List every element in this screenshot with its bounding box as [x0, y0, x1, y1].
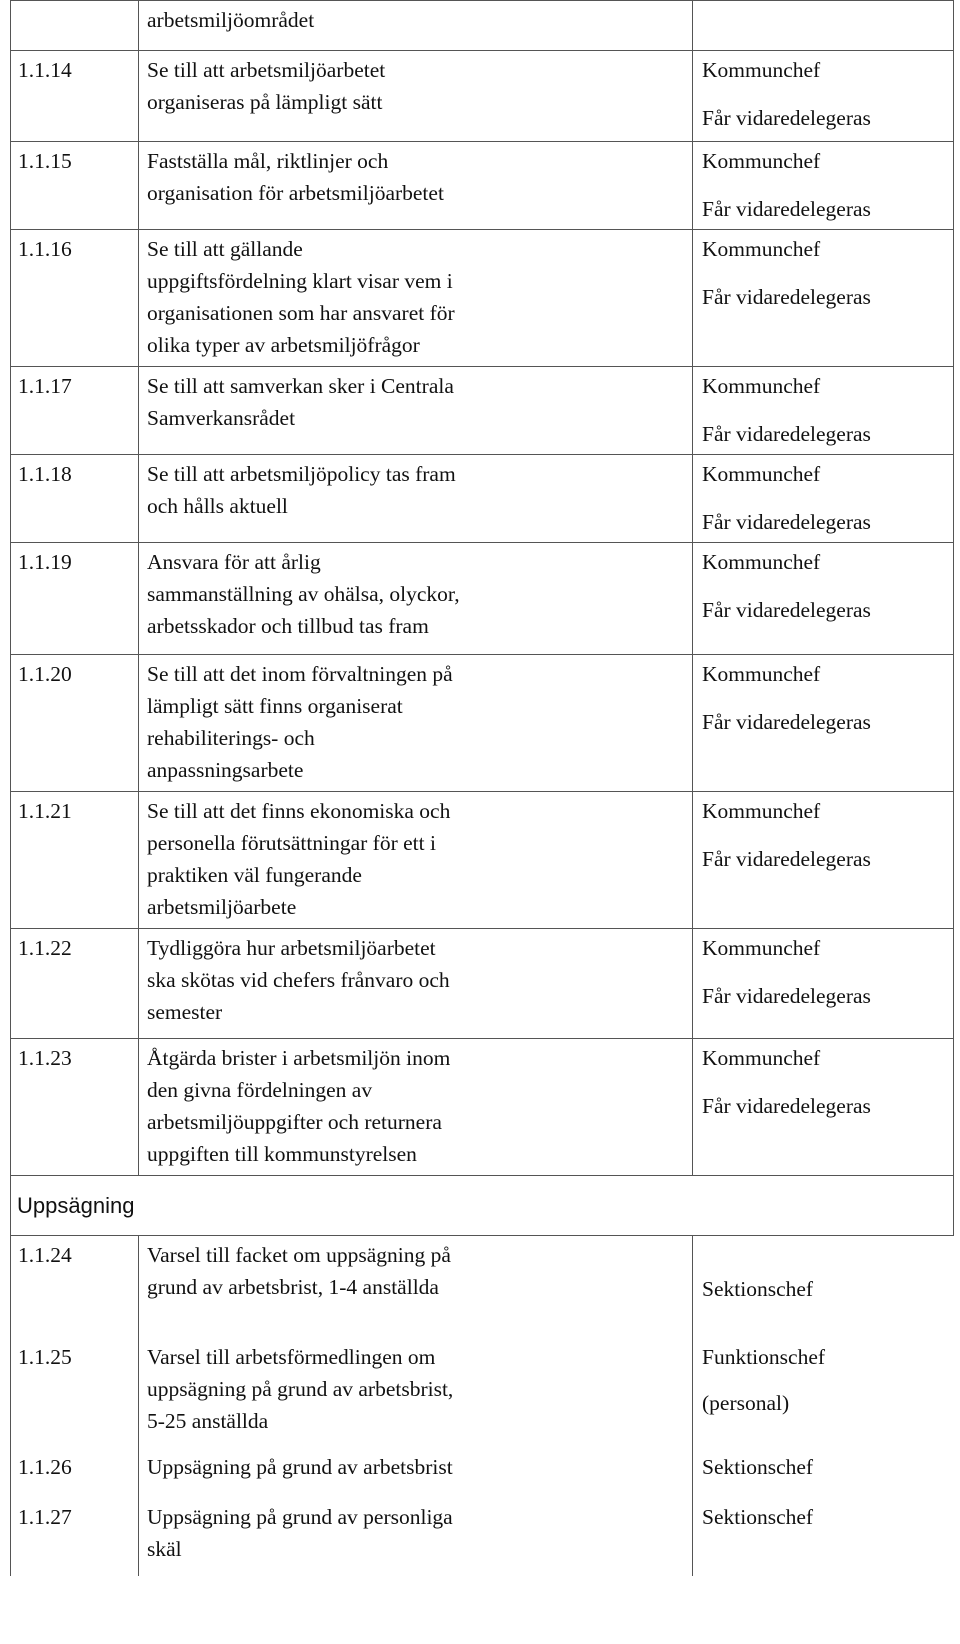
- description-line: Samverkansrådet: [147, 406, 296, 430]
- responsible-role: Sektionschef: [702, 1454, 814, 1479]
- description-line: Uppsägning på grund av personliga: [147, 1504, 453, 1529]
- table-row: [11, 655, 954, 792]
- delegation-note: Får vidaredelegeras: [702, 847, 871, 871]
- row-number: 1.1.24: [11, 1236, 139, 1338]
- row-responsible: [693, 455, 954, 543]
- row-number: 1.1.14: [11, 51, 139, 142]
- responsible-role: Kommunchef: [702, 58, 821, 82]
- row-number: 1.1.17: [11, 367, 139, 455]
- table-row: [11, 929, 954, 1039]
- description-line: skäl: [147, 1536, 182, 1561]
- delegation-table: [10, 0, 954, 1576]
- row-description: [139, 792, 693, 929]
- description-line: den givna fördelningen av: [147, 1078, 373, 1102]
- description-line: Tydliggöra hur arbetsmiljöarbetet: [147, 936, 436, 960]
- delegation-note: Får vidaredelegeras: [702, 984, 871, 1008]
- row-number: 1.1.19: [11, 543, 139, 655]
- row-number: 1.1.16: [11, 230, 139, 367]
- description-line: Se till att arbetsmiljöarbetet: [147, 58, 386, 82]
- description-line: lämpligt sätt finns organiserat: [147, 694, 403, 718]
- description-line: personella förutsättningar för ett i: [147, 831, 436, 855]
- row-description: [139, 543, 693, 655]
- resp-cell: [693, 1, 954, 51]
- table-row: [11, 1448, 954, 1498]
- responsible-role: Kommunchef: [702, 799, 821, 823]
- table-row: [11, 1338, 954, 1448]
- row-description: [139, 455, 693, 543]
- description-line: organisation för arbetsmiljöarbetet: [147, 181, 444, 205]
- row-description: [139, 1236, 693, 1338]
- description-line: organisationen som har ansvaret för: [147, 301, 455, 325]
- responsible-role: Kommunchef: [702, 936, 821, 960]
- fragment-text: arbetsmiljöområdet: [147, 8, 315, 32]
- delegation-note: Får vidaredelegeras: [702, 106, 871, 130]
- description-line: Se till att det finns ekonomiska och: [147, 799, 451, 823]
- table-row: [11, 367, 954, 455]
- row-responsible: [693, 792, 954, 929]
- description-line: uppgiften till kommunstyrelsen: [147, 1142, 417, 1166]
- responsible-role: Kommunchef: [702, 1046, 821, 1070]
- description-line: Se till att arbetsmiljöpolicy tas fram: [147, 462, 456, 486]
- description-line: arbetsmiljöuppgifter och returnera: [147, 1110, 442, 1134]
- delegation-note: Får vidaredelegeras: [702, 1094, 871, 1118]
- row-number: 1.1.18: [11, 455, 139, 543]
- delegation-note: Får vidaredelegeras: [702, 197, 871, 221]
- row-responsible: [693, 543, 954, 655]
- description-line: Åtgärda brister i arbetsmiljön inom: [147, 1046, 451, 1070]
- delegation-note: Får vidaredelegeras: [702, 710, 871, 734]
- responsible-role: Kommunchef: [702, 374, 821, 398]
- row-number: 1.1.26: [11, 1448, 139, 1498]
- responsible-role: Kommunchef: [702, 237, 821, 261]
- responsible-role: (personal): [702, 1390, 790, 1415]
- row-description: [139, 142, 693, 230]
- responsible-role: Kommunchef: [702, 662, 821, 686]
- description-line: 5-25 anställda: [147, 1408, 269, 1433]
- table-row-fragment: [11, 1, 954, 51]
- description-line: Se till att samverkan sker i Centrala: [147, 374, 454, 398]
- row-responsible: [693, 1448, 954, 1498]
- table-row: [11, 792, 954, 929]
- row-responsible: [693, 1338, 954, 1448]
- row-description: [139, 367, 693, 455]
- row-number: 1.1.27: [11, 1498, 139, 1576]
- row-responsible: [693, 230, 954, 367]
- row-description: [139, 1338, 693, 1448]
- description-line: arbetsskador och tillbud tas fram: [147, 614, 429, 638]
- row-responsible: [693, 655, 954, 792]
- delegation-note: Får vidaredelegeras: [702, 285, 871, 309]
- description-line: arbetsmiljöarbete: [147, 895, 297, 919]
- responsible-role: Funktionschef: [702, 1344, 826, 1369]
- description-line: sammanställning av ohälsa, olyckor,: [147, 582, 460, 606]
- description-line: Se till att det inom förvaltningen på: [147, 662, 453, 686]
- section-row: [11, 1176, 954, 1236]
- responsible-role: Kommunchef: [702, 550, 821, 574]
- row-description: [139, 51, 693, 142]
- num-cell: [11, 1, 139, 51]
- row-responsible: [693, 51, 954, 142]
- responsible-role: Sektionschef: [702, 1277, 814, 1301]
- description-line: Uppsägning på grund av arbetsbrist: [147, 1454, 453, 1479]
- description-line: Se till att gällande: [147, 237, 303, 261]
- row-description: [139, 1448, 693, 1498]
- description-line: Varsel till facket om uppsägning på: [147, 1243, 451, 1267]
- description-line: ska skötas vid chefers frånvaro och: [147, 968, 450, 992]
- row-responsible: [693, 367, 954, 455]
- row-responsible: [693, 142, 954, 230]
- description-line: anpassningsarbete: [147, 758, 304, 782]
- row-number: 1.1.23: [11, 1039, 139, 1176]
- table-row: [11, 455, 954, 543]
- description-line: rehabiliterings- och: [147, 726, 315, 750]
- description-line: praktiken väl fungerande: [147, 863, 362, 887]
- desc-cell: [139, 1, 693, 51]
- description-line: Ansvara för att årlig: [147, 550, 321, 574]
- row-number: 1.1.15: [11, 142, 139, 230]
- responsible-role: Kommunchef: [702, 149, 821, 173]
- responsible-role: Sektionschef: [702, 1504, 814, 1529]
- row-description: [139, 230, 693, 367]
- table-row: [11, 1039, 954, 1176]
- description-line: grund av arbetsbrist, 1-4 anställda: [147, 1275, 439, 1299]
- responsible-role: Kommunchef: [702, 462, 821, 486]
- description-line: uppsägning på grund av arbetsbrist,: [147, 1376, 454, 1401]
- row-responsible: [693, 1498, 954, 1576]
- row-number: 1.1.21: [11, 792, 139, 929]
- row-number: 1.1.25: [11, 1338, 139, 1448]
- description-line: organiseras på lämpligt sätt: [147, 90, 383, 114]
- row-description: [139, 1498, 693, 1576]
- row-description: [139, 1039, 693, 1176]
- section-heading-cell: [11, 1176, 954, 1236]
- table-row: [11, 1236, 954, 1338]
- section-heading: Uppsägning: [17, 1193, 135, 1218]
- row-number: 1.1.22: [11, 929, 139, 1039]
- description-line: olika typer av arbetsmiljöfrågor: [147, 333, 420, 357]
- row-responsible: [693, 1039, 954, 1176]
- row-number: 1.1.20: [11, 655, 139, 792]
- delegation-note: Får vidaredelegeras: [702, 510, 871, 534]
- description-line: uppgiftsfördelning klart visar vem i: [147, 269, 453, 293]
- row-description: [139, 929, 693, 1039]
- description-line: semester: [147, 1000, 223, 1024]
- table-row: [11, 142, 954, 230]
- table-row: [11, 51, 954, 142]
- table-row: [11, 543, 954, 655]
- row-description: [139, 655, 693, 792]
- table-row: [11, 230, 954, 367]
- delegation-note: Får vidaredelegeras: [702, 598, 871, 622]
- row-responsible: [693, 929, 954, 1039]
- delegation-note: Får vidaredelegeras: [702, 422, 871, 446]
- description-line: Fastställa mål, riktlinjer och: [147, 149, 389, 173]
- description-line: och hålls aktuell: [147, 494, 288, 518]
- description-line: Varsel till arbetsförmedlingen om: [147, 1344, 436, 1369]
- row-responsible: [693, 1236, 954, 1338]
- table-row: [11, 1498, 954, 1576]
